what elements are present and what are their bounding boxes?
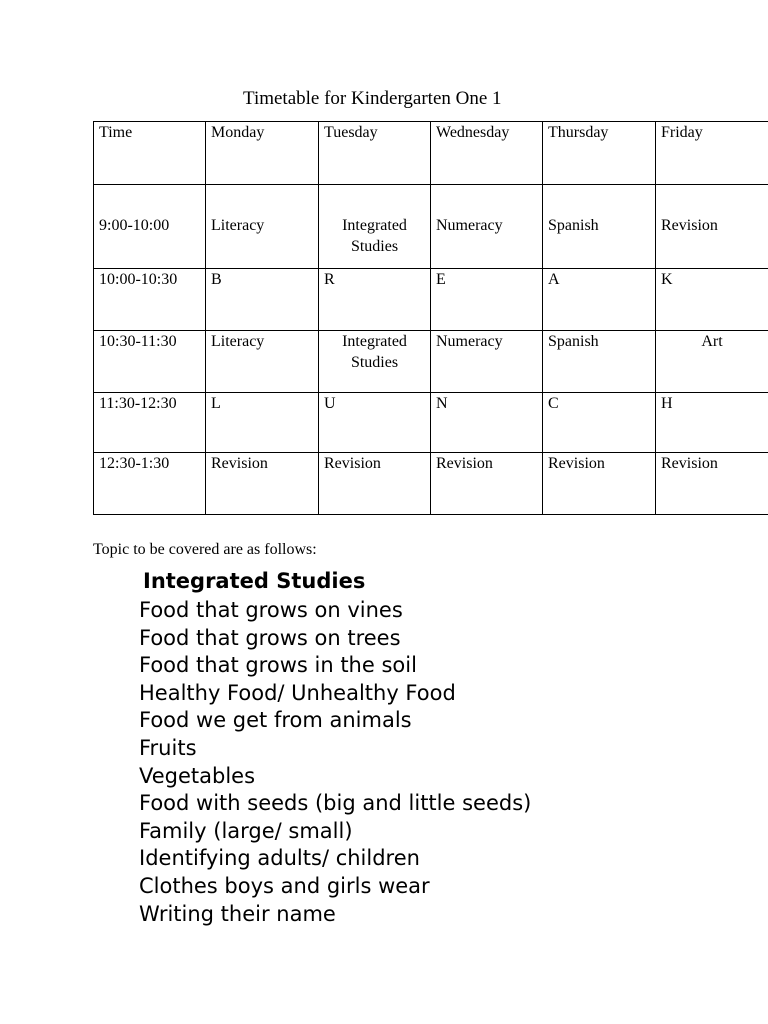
header-cell-monday: Monday — [206, 122, 319, 185]
table-cell: Revision — [543, 453, 656, 515]
table-cell: Revision — [319, 453, 431, 515]
time-cell: 12:30-1:30 — [94, 453, 206, 515]
header-cell-tuesday: Tuesday — [319, 122, 431, 185]
table-cell: Literacy — [206, 331, 319, 393]
topics-intro: Topic to be covered are as follows: — [93, 541, 317, 558]
list-item: Food that grows on trees — [139, 625, 401, 650]
table-cell: Art — [656, 331, 768, 393]
list-item: Family (large/ small) — [139, 818, 353, 843]
topics-list — [139, 597, 531, 928]
timetable-row — [94, 331, 768, 393]
list-item: Vegetables — [139, 763, 256, 788]
table-cell: B — [206, 269, 319, 331]
header-cell-time: Time — [94, 122, 206, 185]
topics-heading: Integrated Studies — [143, 569, 366, 593]
table-cell: Integrated Studies — [319, 185, 431, 269]
table-cell: Spanish — [543, 185, 656, 269]
time-cell: 9:00-10:00 — [94, 185, 206, 269]
list-item: Food with seeds (big and little seeds) — [139, 791, 532, 816]
time-cell: 11:30-12:30 — [94, 393, 206, 453]
table-cell: E — [431, 269, 543, 331]
table-cell: U — [319, 393, 431, 453]
list-item: Food that grows in the soil — [139, 653, 417, 678]
table-cell: H — [656, 393, 768, 453]
list-item: Writing their name — [139, 901, 336, 926]
list-item: Clothes boys and girls wear — [139, 873, 430, 898]
table-cell: Revision — [656, 185, 768, 269]
table-cell: Spanish — [543, 331, 656, 393]
time-cell: 10:30-11:30 — [94, 331, 206, 393]
timetable-row — [94, 269, 768, 331]
table-cell: Literacy — [206, 185, 319, 269]
table-cell: Integrated Studies — [319, 331, 431, 393]
table-cell: Revision — [431, 453, 543, 515]
header-cell-wednesday: Wednesday — [431, 122, 543, 185]
table-cell: K — [656, 269, 768, 331]
timetable-header-row — [94, 122, 768, 185]
table-cell: A — [543, 269, 656, 331]
list-item: Identifying adults/ children — [139, 846, 420, 871]
header-cell-friday: Friday — [656, 122, 768, 185]
header-cell-thursday: Thursday — [543, 122, 656, 185]
list-item: Food that grows on vines — [139, 598, 403, 622]
table-cell: Numeracy — [431, 185, 543, 269]
table-cell: R — [319, 269, 431, 331]
list-item: Healthy Food/ Unhealthy Food — [139, 680, 456, 705]
table-cell: N — [431, 393, 543, 453]
table-cell: Revision — [206, 453, 319, 515]
table-cell: L — [206, 393, 319, 453]
document-title: Timetable for Kindergarten One 1 — [243, 88, 502, 109]
table-cell: C — [543, 393, 656, 453]
timetable — [93, 121, 768, 515]
table-cell: Revision — [656, 453, 768, 515]
timetable-row — [94, 393, 768, 453]
timetable-row — [94, 453, 768, 515]
list-item: Fruits — [139, 735, 197, 760]
table-cell: Numeracy — [431, 331, 543, 393]
time-cell: 10:00-10:30 — [94, 269, 206, 331]
list-item: Food we get from animals — [139, 708, 412, 733]
timetable-row — [94, 185, 768, 269]
